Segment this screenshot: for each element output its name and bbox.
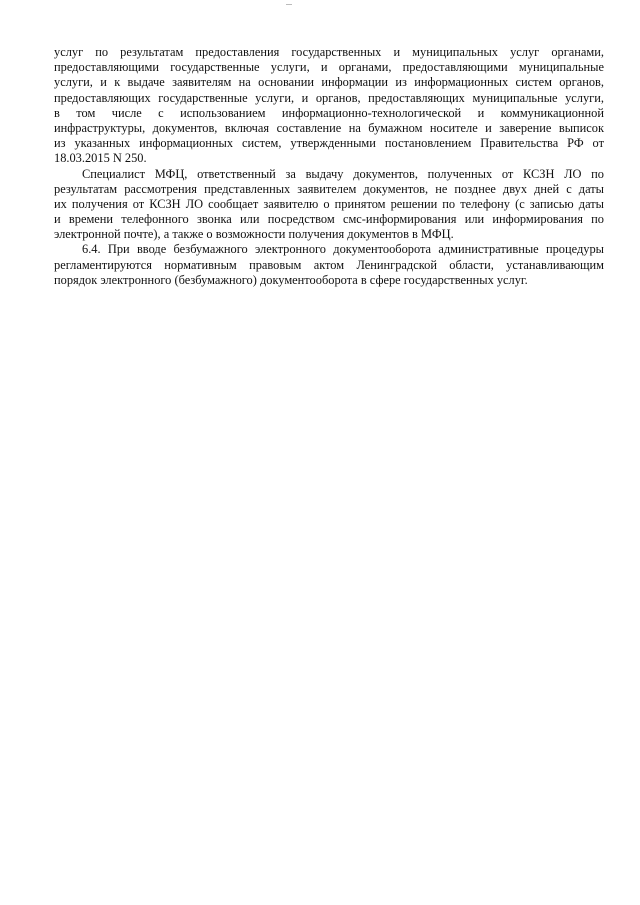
text-line: предоставляющими государственные услуги, и органами, предоставляющими муниципальные	[54, 60, 604, 75]
text-line: электронной почте), а также о возможности получения документов в МФЦ.	[54, 227, 454, 242]
text-line: и времени телефонного звонка или посредством смс-информирования или информирования по	[54, 212, 604, 227]
text-line: Специалист МФЦ, ответственный за выдачу документов, полученных от КСЗН ЛО по	[82, 166, 604, 181]
paragraph-mfc-specialist	[54, 167, 604, 243]
text-line: 6.4. При вводе безбумажного электронного документооборота административные процедуры	[82, 242, 604, 257]
text-line: услуг по результатам предоставления государственных и муниципальных услуг органами,	[54, 45, 604, 59]
document-body	[54, 45, 604, 288]
scan-mark	[286, 4, 292, 5]
paragraph-6-4	[54, 242, 604, 288]
text-line: результатам рассмотрения представленных заявителем документов, не позднее двух дней с даты	[54, 181, 604, 196]
text-line: 18.03.2015 N 250.	[54, 151, 147, 166]
text-line: услуги, и к выдаче заявителям на основании информации из информационных систем органов,	[54, 75, 604, 90]
text-line: порядок электронного (безбумажного) документооборота в сфере государственных услуг.	[54, 272, 528, 287]
text-line: из указанных информационных систем, утвержденными постановлением Правительства РФ от	[54, 136, 604, 151]
paragraph-continuation	[54, 45, 604, 167]
text-line: регламентируются нормативным правовым актом Ленинградской области, устанавливающим	[54, 257, 604, 272]
text-line: инфраструктуры, документов, включая составление на бумажном носителе и заверение выписок	[54, 120, 604, 135]
text-line: предоставляющих государственные услуги, и органов, предоставляющих муниципальные услуги,	[54, 90, 604, 105]
text-line: их получения от КСЗН ЛО сообщает заявителю о принятом решении по телефону (с записью даты	[54, 196, 604, 211]
text-line: в том числе с использованием информационно-технологической и коммуникационной	[54, 105, 604, 120]
